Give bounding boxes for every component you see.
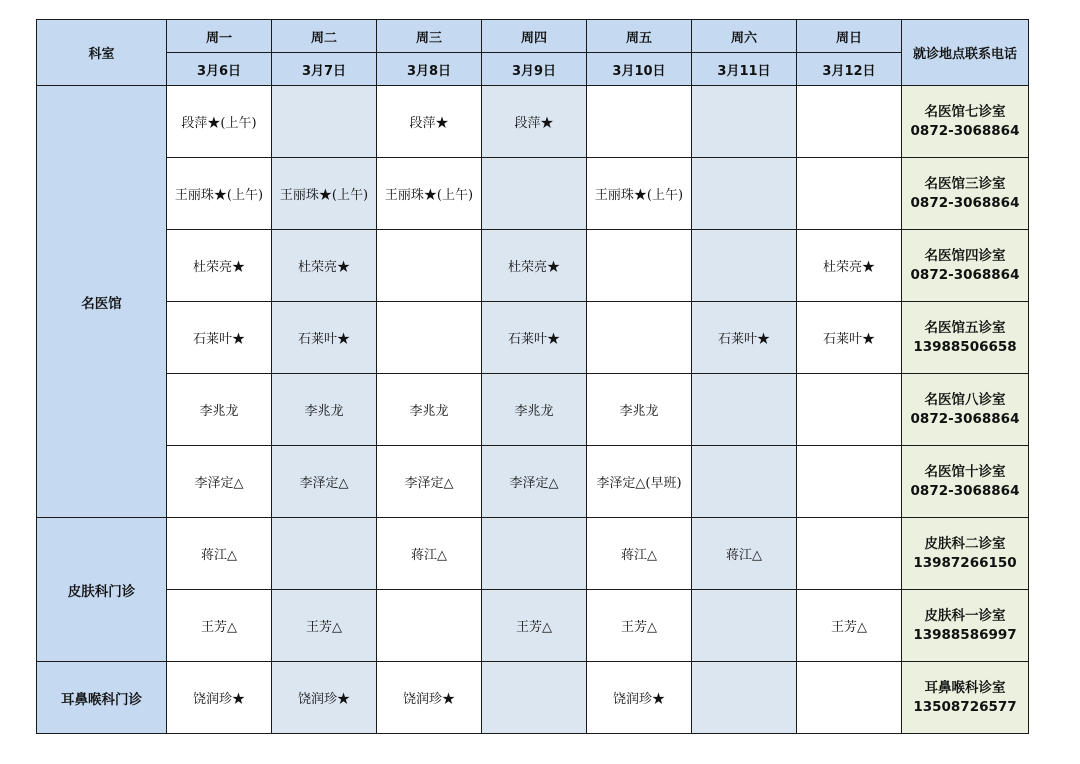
schedule-cell: 李兆龙 bbox=[272, 374, 377, 446]
schedule-cell bbox=[797, 374, 902, 446]
weekday-header: 周六 bbox=[692, 20, 797, 53]
contact-cell bbox=[902, 446, 1029, 518]
schedule-cell bbox=[797, 158, 902, 230]
schedule-cell: 李泽定△ bbox=[167, 446, 272, 518]
schedule-cell bbox=[692, 662, 797, 734]
room-name: 名医馆十诊室 bbox=[924, 463, 1006, 480]
schedule-cell bbox=[482, 662, 587, 734]
schedule-cell bbox=[587, 302, 692, 374]
schedule-cell bbox=[692, 374, 797, 446]
schedule-cell: 李兆龙 bbox=[377, 374, 482, 446]
schedule-cell: 王丽珠★(上午) bbox=[587, 158, 692, 230]
table-row bbox=[37, 662, 1029, 734]
schedule-cell: 王芳△ bbox=[167, 590, 272, 662]
schedule-cell bbox=[797, 662, 902, 734]
schedule-cell bbox=[587, 86, 692, 158]
table-row bbox=[37, 446, 1029, 518]
date-header: 3月8日 bbox=[377, 53, 482, 86]
room-name: 皮肤科二诊室 bbox=[924, 535, 1006, 552]
weekday-header: 周四 bbox=[482, 20, 587, 53]
schedule-cell: 李兆龙 bbox=[587, 374, 692, 446]
schedule-cell: 王芳△ bbox=[587, 590, 692, 662]
table-row bbox=[37, 302, 1029, 374]
schedule-table bbox=[36, 19, 1029, 734]
room-name: 名医馆四诊室 bbox=[924, 247, 1006, 264]
schedule-cell: 李泽定△(早班) bbox=[587, 446, 692, 518]
schedule-cell: 李泽定△ bbox=[272, 446, 377, 518]
schedule-cell: 蒋江△ bbox=[167, 518, 272, 590]
schedule-cell: 饶润珍★ bbox=[272, 662, 377, 734]
schedule-cell: 段萍★ bbox=[377, 86, 482, 158]
weekday-header: 周一 bbox=[167, 20, 272, 53]
schedule-cell: 王芳△ bbox=[272, 590, 377, 662]
date-header: 3月11日 bbox=[692, 53, 797, 86]
phone-number: 13508726577 bbox=[913, 698, 1017, 715]
date-header: 3月10日 bbox=[587, 53, 692, 86]
department-name: 耳鼻喉科门诊 bbox=[37, 662, 167, 734]
room-name: 耳鼻喉科诊室 bbox=[924, 679, 1006, 696]
contact-cell bbox=[902, 230, 1029, 302]
schedule-cell bbox=[797, 86, 902, 158]
room-name: 名医馆五诊室 bbox=[924, 319, 1006, 336]
schedule-cell: 段萍★ bbox=[482, 86, 587, 158]
schedule-cell: 蒋江△ bbox=[692, 518, 797, 590]
schedule-cell: 李泽定△ bbox=[482, 446, 587, 518]
table-row bbox=[37, 374, 1029, 446]
schedule-cell: 杜荣亮★ bbox=[797, 230, 902, 302]
schedule-cell: 石莱叶★ bbox=[167, 302, 272, 374]
schedule-cell bbox=[797, 446, 902, 518]
schedule-cell: 王丽珠★(上午) bbox=[167, 158, 272, 230]
dept-header: 科室 bbox=[37, 20, 167, 86]
phone-number: 0872-3068864 bbox=[910, 410, 1020, 427]
schedule-cell bbox=[377, 302, 482, 374]
schedule-cell: 蒋江△ bbox=[377, 518, 482, 590]
table-row bbox=[37, 86, 1029, 158]
schedule-body bbox=[37, 86, 1029, 734]
contact-cell bbox=[902, 86, 1029, 158]
schedule-cell: 石莱叶★ bbox=[482, 302, 587, 374]
contact-cell bbox=[902, 662, 1029, 734]
room-name: 名医馆七诊室 bbox=[924, 103, 1006, 120]
date-header: 3月7日 bbox=[272, 53, 377, 86]
schedule-cell: 李泽定△ bbox=[377, 446, 482, 518]
date-header: 3月12日 bbox=[797, 53, 902, 86]
schedule-cell: 王丽珠★(上午) bbox=[272, 158, 377, 230]
schedule-cell bbox=[692, 590, 797, 662]
phone-number: 0872-3068864 bbox=[910, 194, 1020, 211]
schedule-cell: 杜荣亮★ bbox=[482, 230, 587, 302]
room-name: 名医馆八诊室 bbox=[924, 391, 1006, 408]
schedule-cell: 蒋江△ bbox=[587, 518, 692, 590]
schedule-cell bbox=[377, 230, 482, 302]
schedule-cell: 饶润珍★ bbox=[167, 662, 272, 734]
table-row bbox=[37, 518, 1029, 590]
department-name: 皮肤科门诊 bbox=[37, 518, 167, 662]
schedule-cell bbox=[272, 86, 377, 158]
schedule-cell: 王芳△ bbox=[797, 590, 902, 662]
phone-number: 13988586997 bbox=[913, 626, 1017, 643]
contact-header: 就诊地点联系电话 bbox=[902, 20, 1029, 86]
schedule-cell: 石莱叶★ bbox=[797, 302, 902, 374]
phone-number: 0872-3068864 bbox=[910, 482, 1020, 499]
date-header: 3月9日 bbox=[482, 53, 587, 86]
contact-cell bbox=[902, 158, 1029, 230]
schedule-cell bbox=[692, 230, 797, 302]
table-row bbox=[37, 230, 1029, 302]
schedule-cell: 李兆龙 bbox=[167, 374, 272, 446]
phone-number: 13987266150 bbox=[913, 554, 1017, 571]
schedule-cell: 段萍★(上午) bbox=[167, 86, 272, 158]
phone-number: 0872-3068864 bbox=[910, 122, 1020, 139]
contact-cell bbox=[902, 590, 1029, 662]
schedule-cell: 饶润珍★ bbox=[587, 662, 692, 734]
phone-number: 13988506658 bbox=[913, 338, 1017, 355]
weekday-header: 周三 bbox=[377, 20, 482, 53]
contact-cell bbox=[902, 374, 1029, 446]
room-name: 名医馆三诊室 bbox=[924, 175, 1006, 192]
schedule-cell bbox=[482, 158, 587, 230]
schedule-cell: 王丽珠★(上午) bbox=[377, 158, 482, 230]
weekday-header: 周日 bbox=[797, 20, 902, 53]
phone-number: 0872-3068864 bbox=[910, 266, 1020, 283]
weekday-header: 周二 bbox=[272, 20, 377, 53]
schedule-cell bbox=[587, 230, 692, 302]
schedule-cell bbox=[377, 590, 482, 662]
schedule-cell: 石莱叶★ bbox=[272, 302, 377, 374]
contact-cell bbox=[902, 302, 1029, 374]
weekday-header: 周五 bbox=[587, 20, 692, 53]
schedule-cell bbox=[797, 518, 902, 590]
table-row bbox=[37, 590, 1029, 662]
schedule-cell bbox=[692, 86, 797, 158]
schedule-cell bbox=[692, 158, 797, 230]
schedule-cell: 杜荣亮★ bbox=[167, 230, 272, 302]
schedule-cell: 石莱叶★ bbox=[692, 302, 797, 374]
schedule-cell: 王芳△ bbox=[482, 590, 587, 662]
table-row bbox=[37, 158, 1029, 230]
schedule-cell: 李兆龙 bbox=[482, 374, 587, 446]
schedule-cell bbox=[692, 446, 797, 518]
date-header: 3月6日 bbox=[167, 53, 272, 86]
schedule-cell: 饶润珍★ bbox=[377, 662, 482, 734]
schedule-cell bbox=[272, 518, 377, 590]
room-name: 皮肤科一诊室 bbox=[924, 607, 1006, 624]
contact-cell bbox=[902, 518, 1029, 590]
schedule-cell: 杜荣亮★ bbox=[272, 230, 377, 302]
schedule-cell bbox=[482, 518, 587, 590]
department-name: 名医馆 bbox=[37, 86, 167, 518]
